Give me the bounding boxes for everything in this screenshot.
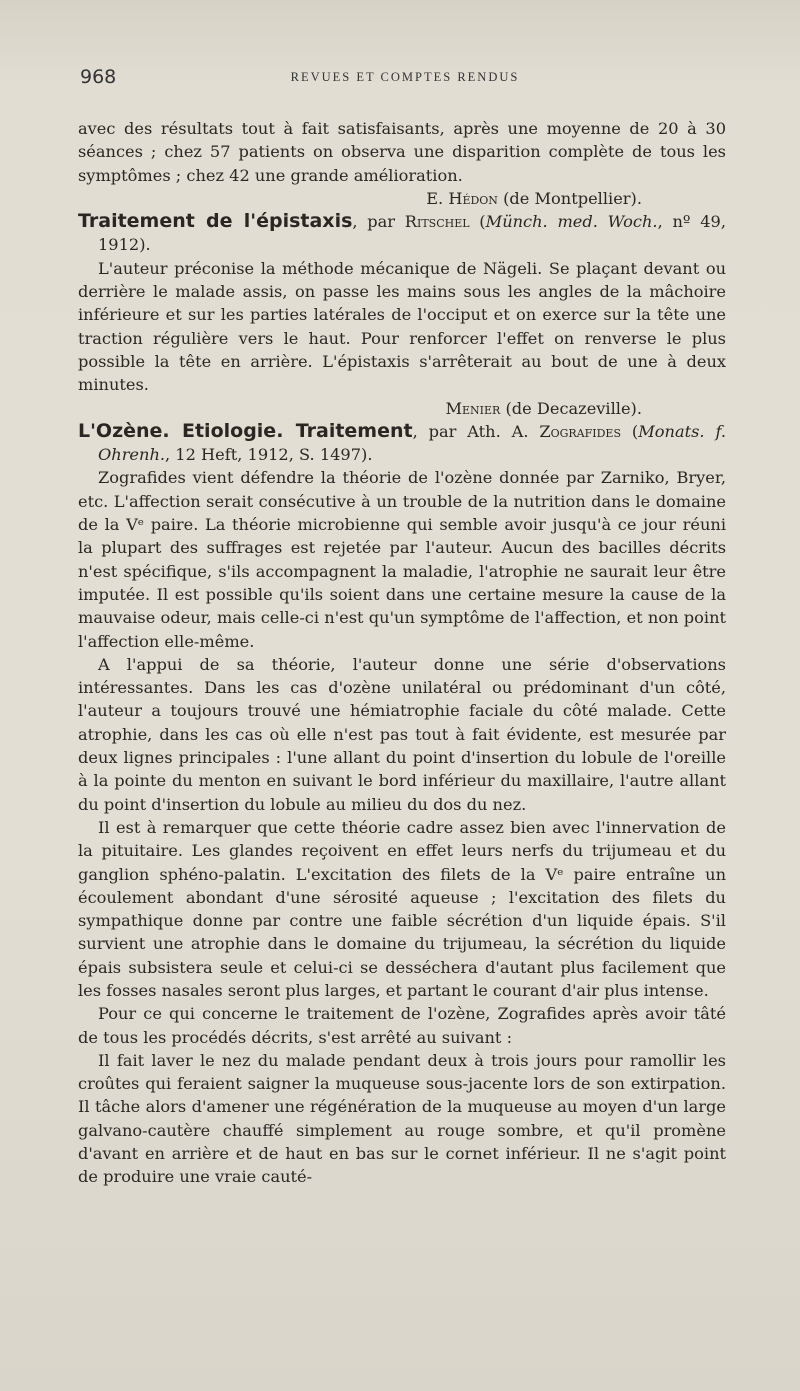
journal-name: Monats. f. Ohrenh. [98, 421, 726, 465]
page-header [80, 66, 730, 96]
signature-name: Menier [445, 398, 501, 418]
paragraph: Il fait laver le nez du malade pendant deux à trois jours pour ramollir les croûtes qui feraient saigner la muqueuse sous-jacente lors de son extirpation. Il tâche alors d'amener une régénération de la muqueuse au moyen d'un large galvano-cautère chauffé simplement au rouge sombre, et qu'il promène d'avant en arrière et de haut en bas sur le cornet inférieur. Il ne s'agit point de produire une vraie cauté- [78, 1050, 726, 1187]
page-number: 968 [80, 66, 117, 88]
paragraph: L'auteur préconise la méthode mécanique de Nägeli. Se plaçant devant ou derrière le malade assis, on passe les mains sous les angles de la mâchoire inférieure et sur les parties latérales de l'occiput et on exerce sur la tête une traction régulière vers le haut. Pour renforcer l'effet on renverse le plus possible la tête en arrière. L'épistaxis s'arrêterait au bout de une à deux minutes. [78, 258, 726, 395]
paragraph: Pour ce qui concerne le traitement de l'ozène, Zografides après avoir tâté de tous les procédés décrits, s'est arrêté au suivant : [78, 1004, 726, 1047]
review-author: Ritschel [404, 212, 470, 232]
journal-name: Münch. med. Woch. [485, 212, 658, 232]
review-heading: Traitement de l'épistaxis, par Ritschel (Münch. med. Woch., nº 49, 1912). [78, 210, 726, 255]
paragraph: Il est à remarquer que cette théorie cadre assez bien avec l'innervation de la pituitaire. Les glandes reçoivent en effet leurs nerfs du trijumeau et du ganglion sphéno-palatin. L'excitation des filets de la Vᵉ paire entraîne un écoulement abondant d'une sérosité aqueuse ; l'excitation des filets du sympathique donne par contre une faible sécrétion d'un liquide épais. S'il survient une atrophie dans le domaine du trijumeau, la sécrétion du liquide épais subsistera seule et celui-ci se desséchera d'autant plus facilement que les fosses nasales seront plus larges, et partant le courant d'air plus intense. [78, 817, 726, 1000]
review-title: Traitement de l'épistaxis [78, 210, 353, 233]
paragraph-continuation: avec des résultats tout à fait satisfaisants, après une moyenne de 20 à 30 séances ; chez 57 patients on observa une disparition complète de tous les symptômes ; chez 42 une grande amélioration. [78, 119, 726, 185]
review-heading: L'Ozène. Etiologie. Traitement, par Ath. A. Zografides (Monats. f. Ohrenh., 12 Heft, 1912, S. 1497). [78, 419, 726, 465]
running-title: REVUES ET COMPTES RENDUS [290, 70, 520, 84]
review-author: Zografides [539, 421, 621, 441]
paragraph: A l'appui de sa théorie, l'auteur donne une série d'observations intéressantes. Dans les cas d'ozène unilatéral ou prédominant d'un côté, l'auteur a toujours trouvé une hémiatrophie faciale du côté malade. Cette atrophie, dans les cas où elle n'est pas tout à fait évidente, est mesurée par deux lignes principales : l'une allant du point d'insertion du lobule de l'oreille à la pointe du menton en suivant le bord inférieur du maxillaire, l'autre allant du point d'insertion du lobule au milieu du dos du nez. [78, 654, 726, 814]
article-body [78, 117, 726, 1189]
author-signature: E. Hédon (de Montpellier). [426, 188, 642, 208]
paragraph: Zografides vient défendre la théorie de l'ozène donnée par Zarniko, Bryer, etc. L'affection serait consécutive à un trouble de la nutrition dans le domaine de la Vᵉ paire. La théorie microbienne qui semble avoir jusqu'à ce jour réuni la plupart des suffrages est rejetée par l'auteur. Aucun des bacilles décrits n'est spécifique, s'ils accompagnent la maladie, l'atrophie ne saurait leur être imputée. Il est possible qu'ils soient dans une certaine mesure la cause de la mauvaise odeur, mais celle-ci n'est qu'un symptôme de l'affection, et non point l'affection elle-même. [78, 468, 726, 651]
signature-name: Hédon [448, 188, 498, 208]
author-signature: Menier (de Decazeville). [445, 398, 642, 418]
review-title: L'Ozène. Etiologie. Traitement [78, 419, 413, 442]
